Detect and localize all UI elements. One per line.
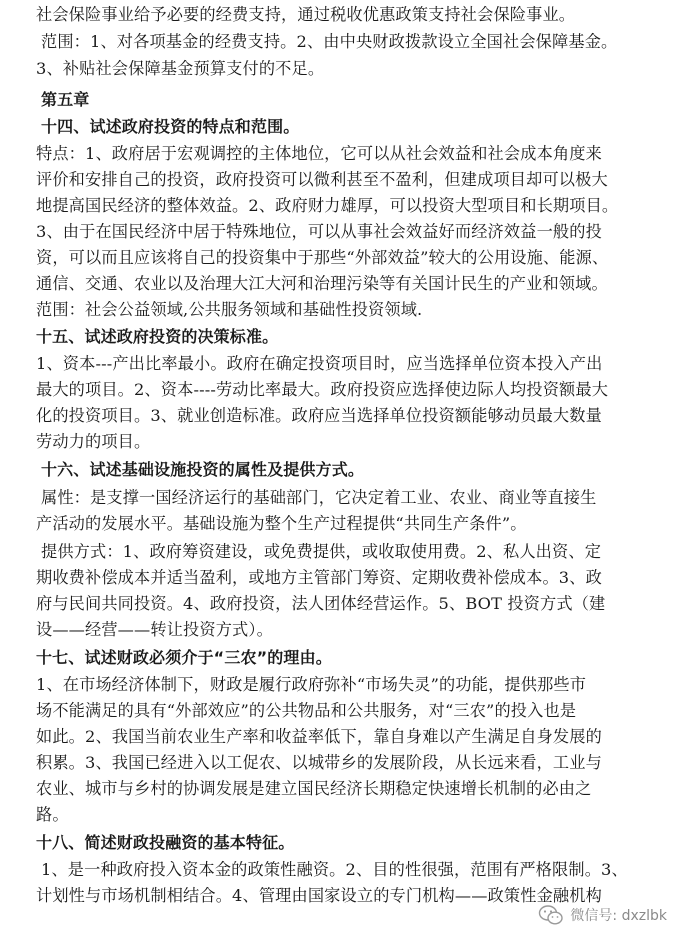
paragraph-line: 化的投资项目。3、就业创造标准。政府应当选择单位投资额能够动员最大数量 xyxy=(36,406,602,425)
section-heading: 十四、试述政府投资的特点和范围。 xyxy=(41,117,300,136)
paragraph-line: 最大的项目。2、资本----劳动比率最大。政府投资应选择使边际人均投资额最大 xyxy=(36,380,609,399)
paragraph-line: 特点：1、政府居于宏观调控的主体地位，它可以从社会效益和社会成本角度来 xyxy=(36,144,602,163)
paragraph-line: 农业、城市与乡村的协调发展是建立国民经济长期稳定快速增长机制的必由之 xyxy=(36,779,592,798)
paragraph-line: 1、在市场经济体制下，财政是履行政府弥补“市场失灵”的功能，提供那些市 xyxy=(36,675,587,694)
paragraph-line: 3、由于在国民经济中居于特殊地位，可以从事社会效益好而经济效益一般的投 xyxy=(36,222,602,241)
paragraph-line: 计划性与市场机制相结合。4、管理由国家设立的专门机构——政策性金融机构 xyxy=(36,886,602,905)
paragraph-line: 劳动力的项目。 xyxy=(36,432,151,451)
section-heading: 十七、试述财政必须介于“三农”的理由。 xyxy=(36,648,332,667)
paragraph-line: 范围：1、对各项基金的经费支持。2、由中央财政拨款设立全国社会保障基金。 xyxy=(41,32,618,51)
chapter-heading: 第五章 xyxy=(41,90,90,109)
paragraph-line: 积累。3、我国已经进入以工促农、以城带乡的发展阶段，从长远来看，工业与 xyxy=(36,753,602,772)
paragraph-line: 路。 xyxy=(36,805,69,824)
paragraph-line: 1、资本---产出比率最小。政府在确定投资项目时，应当选择单位资本投入产出 xyxy=(36,354,603,373)
paragraph-line: 期收费补偿成本并适当盈利，或地方主管部门筹资、定期收费补偿成本。3、政 xyxy=(36,568,602,587)
paragraph-line: 社会保险事业给予必要的经费支持，通过税收优惠政策支持社会保险事业。 xyxy=(36,5,576,24)
paragraph-line: 如此。2、我国当前农业生产率和收益率低下，靠自身难以产生满足自身发展的 xyxy=(36,727,602,746)
wechat-watermark xyxy=(538,900,667,930)
section-heading: 十五、试述政府投资的决策标准。 xyxy=(36,327,279,346)
watermark-text: 微信号: dxzlbk xyxy=(570,908,667,924)
paragraph-line: 产活动的发展水平。基础设施为整个生产过程提供“共同生产条件”。 xyxy=(36,514,527,533)
paragraph-line: 设——经营——转让投资方式）。 xyxy=(36,620,273,639)
paragraph-line: 评价和安排自己的投资，政府投资可以微利甚至不盈利，但建成项目却可以极大 xyxy=(36,170,608,189)
section-heading: 十六、试述基础设施投资的属性及提供方式。 xyxy=(41,460,365,479)
paragraph-line: 范围：社会公益领域,公共服务领域和基础性投资领域. xyxy=(36,300,423,319)
paragraph-line: 提供方式：1、政府筹资建设，或免费提供，或收取使用费。2、私人出资、定 xyxy=(41,542,602,561)
paragraph-line: 3、补贴社会保障基金预算支付的不足。 xyxy=(36,59,325,78)
paragraph-line: 资，可以而且应该将自己的投资集中于那些“外部效益”较大的公用设施、能源、 xyxy=(36,248,609,267)
paragraph-line: 属性：是支撑一国经济运行的基础部门，它决定着工业、农业、商业等直接生 xyxy=(41,488,597,507)
paragraph-line: 地提高国民经济的整体效益。2、政府财力雄厚，可以投资大型项目和长期项目。 xyxy=(36,196,619,215)
wechat-icon xyxy=(538,904,564,926)
paragraph-line: 场不能满足的具有“外部效应”的公共物品和公共服务，对“三农”的投入也是 xyxy=(36,701,577,720)
paragraph-line: 府与民间共同投资。4、政府投资，法人团体经营运作。5、BOT 投资方式（建 xyxy=(36,594,606,613)
section-heading: 十八、简述财政投融资的基本特征。 xyxy=(36,833,295,852)
paragraph-line: 通信、交通、农业以及治理大江大河和治理污染等有关国计民生的产业和领域。 xyxy=(36,274,608,293)
paragraph-line: 1、是一种政府投入资本金的政策性融资。2、目的性很强，范围有严格限制。3、 xyxy=(41,860,628,879)
